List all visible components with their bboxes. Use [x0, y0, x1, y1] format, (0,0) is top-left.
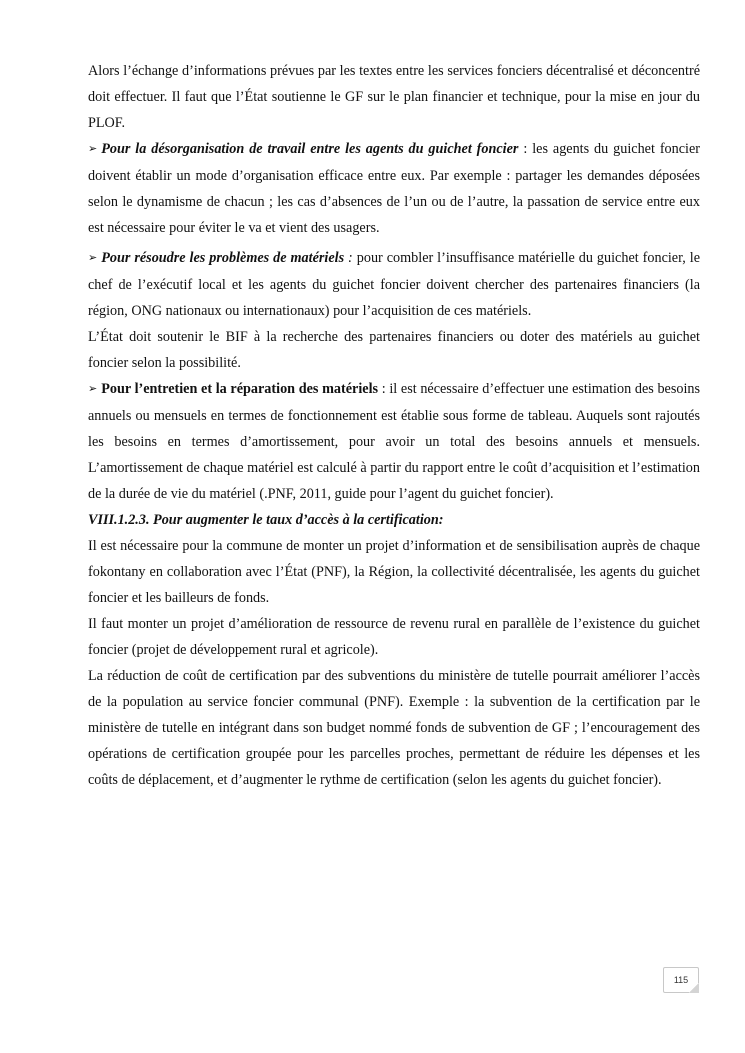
bullet-heading-maintenance: Pour l’entretien et la réparation des matériels	[101, 381, 379, 397]
paragraph-cost-reduction: La réduction de coût de certification par des subventions du ministère de tutelle pourrait améliorer l’accès de la population au service foncier communal (PNF). Exemple : la subvention de la certification par le ministère de tutelle en intégrant dans son budget nommé fonds de subvention de GF ; l’encouragement des opérations de certification groupée pour les parcelles proches, permettant de réduire les dépenses et les coûts de déplacement, et d’augmenter le rythme de certification (selon les agents du guichet foncier).	[88, 668, 700, 788]
paragraph-state-support: L’État doit soutenir le BIF à la recherche des partenaires financiers ou doter des matériels au guichet foncier selon la possibilité.	[88, 329, 700, 371]
bullet-colon: :	[344, 250, 353, 266]
paragraph-information-project: Il est nécessaire pour la commune de monter un projet d’information et de sensibilisation auprès de chaque fokontany en collaboration avec l’État (PNF), la Région, la collectivité décentralisée, les agents du guichet foncier et les bailleurs de fonds.	[88, 538, 700, 606]
bullet-text-disorganisation: : les agents du guichet foncier doivent établir un mode d’organisation efficace entre eux. Par exemple : partager les demandes déposées selon le dynamisme de chacun ; les cas d’absences de l’un ou de l’autre, la passation de service entre eux est nécessaire pour éviter le va et vient des usagers.	[88, 141, 700, 236]
document-body	[88, 58, 700, 793]
section-heading: VIII.1.2.3. Pour augmenter le taux d’accès à la certification:	[88, 512, 444, 528]
arrow-bullet-icon: ➢	[88, 142, 98, 155]
paragraph-intro: Alors l’échange d’informations prévues par les textes entre les services fonciers décentralisé et déconcentré doit effectuer. Il faut que l’État soutienne le GF sur le plan financier et technique, pour la mise en jour du PLOF.	[88, 63, 700, 131]
bullet-text-maintenance: : il est nécessaire d’effectuer une estimation des besoins annuels ou mensuels en termes de fonctionnement est établie sous forme de tableau. Auquels sont rajoutés les besoins en termes d’amortissement, pour avoir un total des besoins annuels et mensuels. L’amortissement de chaque matériel est calculé à partir du rapport entre le coût d’acquisition et l’estimation de la durée de vie du matériel (.PNF, 2011, guide pour l’agent du guichet foncier).	[88, 381, 701, 502]
paragraph-revenue-project: Il faut monter un projet d’amélioration de ressource de revenu rural en parallèle de l’existence du guichet foncier (projet de développement rural et agricole).	[88, 616, 700, 658]
bullet-heading-disorganisation: Pour la désorganisation de travail entre les agents du guichet foncier	[101, 141, 519, 157]
arrow-bullet-icon: ➢	[88, 251, 98, 264]
bullet-text-materials: pour combler l’insuffisance matérielle du guichet foncier, le chef de l’exécutif local et les agents du guichet foncier doivent chercher des partenaires financiers (la région, ONG nationaux ou internationaux) pour l’acquisition de ces matériels.	[88, 250, 701, 319]
page-number: 115	[673, 975, 689, 985]
bullet-maintenance	[88, 376, 700, 507]
page-number-box	[663, 967, 699, 993]
bullet-materials	[88, 245, 700, 324]
arrow-bullet-icon: ➢	[88, 382, 98, 395]
page-curl-icon	[689, 983, 699, 993]
bullet-heading-materials: Pour résoudre les problèmes de matériels	[101, 250, 345, 266]
bullet-disorganisation	[88, 136, 700, 241]
